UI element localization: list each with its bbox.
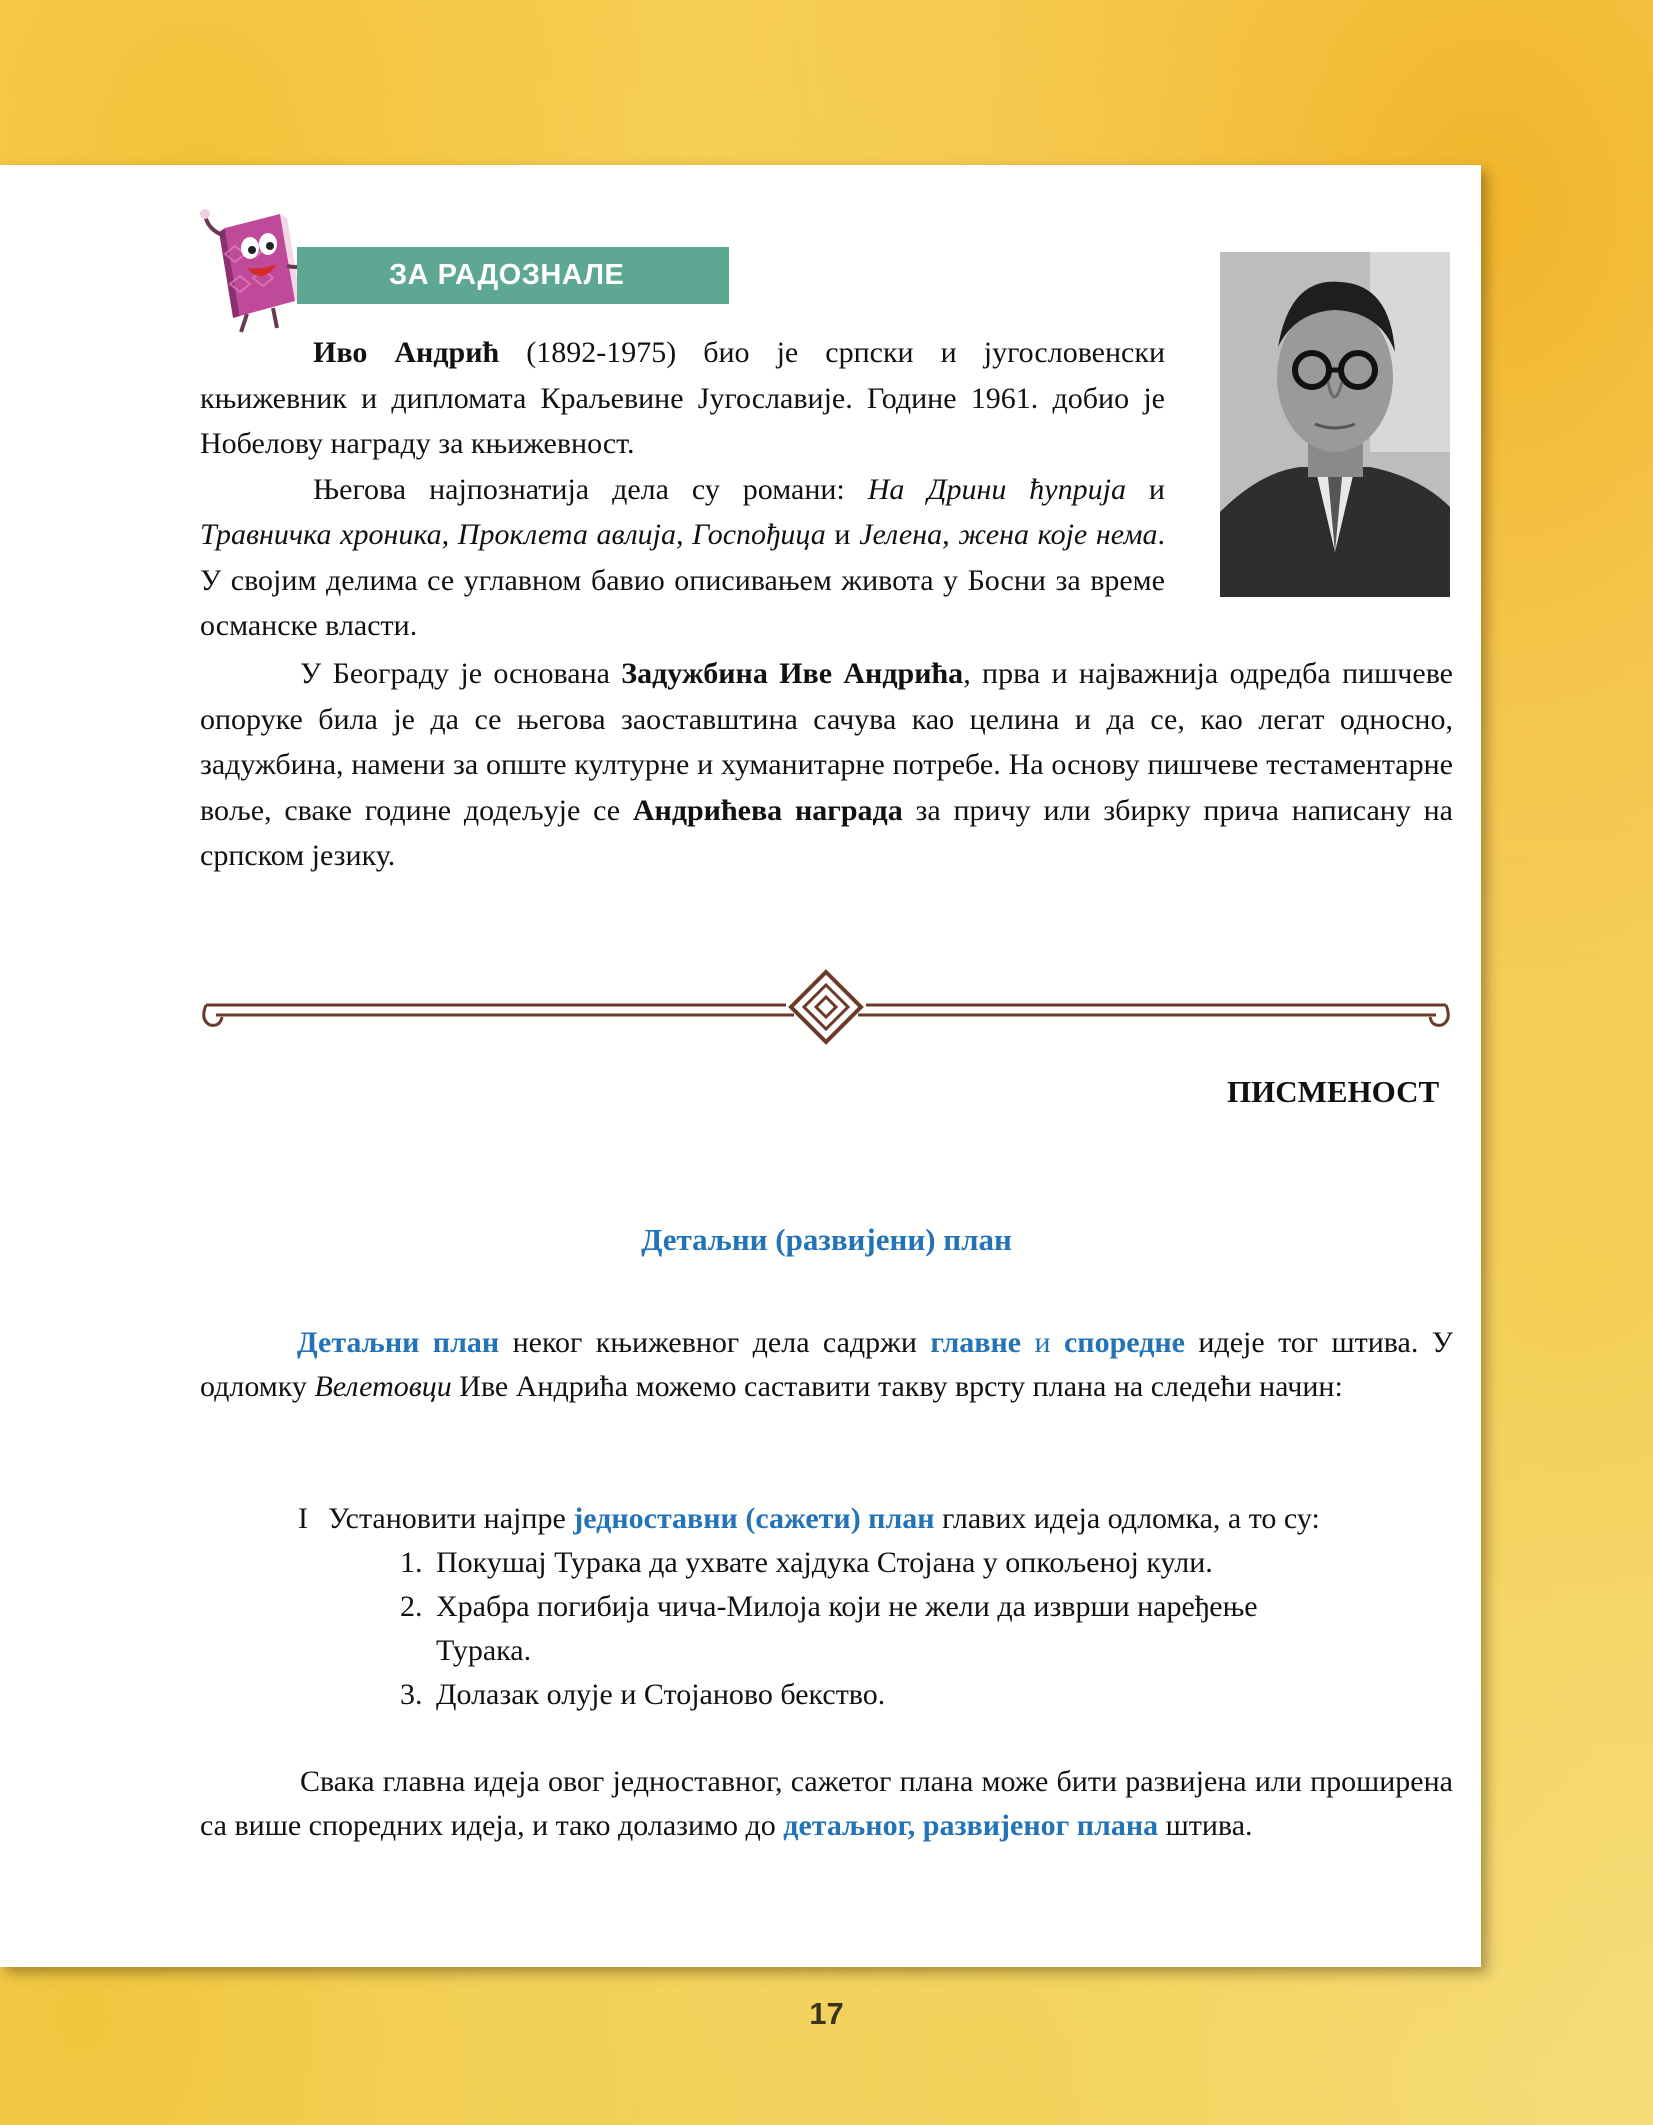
work-title-2: Травничка хроника, Проклета авлија, Госпођица: [200, 518, 826, 551]
conjunction: и: [825, 518, 860, 551]
intro-text-3: Иве Андрића можемо саставити такву врсту плана на следећи начин:: [451, 1370, 1343, 1403]
section-title: ПИСМЕНОСТ: [1227, 1074, 1440, 1109]
ornamental-divider-icon: [196, 965, 1456, 1045]
term-simple-plan: једноставни (сажети) план: [573, 1502, 935, 1535]
bio-text-3: . У својим делима се углавном бавио описивањем живота у Босни за време османске власти.: [200, 518, 1165, 642]
list-number: 2.: [400, 1590, 423, 1623]
step-1-text-1: Установити најпре: [328, 1502, 574, 1535]
portrait-illustration-icon: [1220, 252, 1450, 597]
list-item: [400, 1585, 1400, 1673]
page-number: 17: [809, 1996, 844, 2031]
bio-text-5: , прва и најважнија одредба пишчеве опоруке била је да се његова заоставштина сачува као целина и да се, као легат односно, задужбина, намени за опште културне и хуманитарне потребе. На основу пишчеве тестаментарне воље, сваке године додељује се: [200, 657, 1453, 827]
section-subtitle: Детаљни (развијени) план: [641, 1222, 1012, 1257]
bio-paragraph-3: [200, 651, 1453, 879]
work-title-3: Јелена, жена које нема: [859, 518, 1158, 551]
list-item-text: Долазак олује и Стојаново бекство.: [436, 1678, 886, 1711]
list-item-text-continued: Турака.: [436, 1634, 532, 1667]
roman-numeral: I: [298, 1502, 308, 1535]
award-name: Андрићева награда: [632, 793, 903, 827]
bio-text-2: Његова најпознатија дела су романи:: [313, 472, 868, 506]
closing-text-1: Свака главна идеја овог једноставног, сажетог плана може бити развијена или проширена са више споредних идеја, и тако долазимо до: [200, 1765, 1453, 1842]
step-1-text-2: главих идеја одломка, а то су:: [934, 1502, 1320, 1535]
work-title-1: На Дрини ћуприја: [867, 472, 1126, 506]
foundation-name: Задужбина Иве Андрића: [621, 657, 964, 690]
list-item: [400, 1673, 1400, 1717]
intro-paragraph: [200, 1321, 1453, 1409]
term-detailed-plan: Детаљни план: [297, 1326, 500, 1359]
author-portrait: [1220, 252, 1450, 597]
term-main: главне: [930, 1326, 1022, 1359]
section-header-bar: [297, 247, 729, 304]
list-number: 1.: [400, 1546, 423, 1579]
conjunction: и: [1125, 472, 1165, 506]
closing-text-2: штива.: [1158, 1809, 1253, 1842]
bio-text-6: за причу или збирку прича написану на српском језику.: [200, 793, 1454, 872]
author-name: Иво Андрић: [313, 336, 500, 369]
intro-text-2: идеје тог штива. У одломку: [200, 1326, 1453, 1403]
conjunction: и: [1021, 1326, 1064, 1359]
bio-text-1: (1892-1975) био је српски и југословенски књижевник и дипломата Краљевине Југославије. Године 1961. добио је Нобелову награду за књижевност.: [200, 336, 1165, 460]
bio-text-4: У Београду је основана: [300, 657, 622, 690]
section-header-label: ЗА РАДОЗНАЛЕ: [389, 259, 625, 291]
main-ideas-list: [400, 1541, 1400, 1717]
work-title-veletovci: Велетовци: [314, 1370, 452, 1403]
bio-paragraph-2: [200, 467, 1165, 649]
bio-paragraph-1: [200, 330, 1165, 649]
list-item-text: Храбра погибија чича-Милоја који не жели да изврши наређење: [436, 1590, 1258, 1623]
list-item-text: Покушај Турака да ухвате хајдука Стојана у опкољеној кули.: [436, 1546, 1213, 1579]
list-number: 3.: [400, 1678, 423, 1711]
list-item: [400, 1541, 1400, 1585]
closing-paragraph: [200, 1760, 1453, 1848]
term-secondary: споредне: [1063, 1326, 1185, 1359]
term-detailed-developed-plan: детаљног, развијеног плана: [783, 1809, 1159, 1842]
step-1-line: [298, 1497, 1458, 1541]
intro-text-1: неког књижевног дела садржи: [499, 1326, 931, 1359]
